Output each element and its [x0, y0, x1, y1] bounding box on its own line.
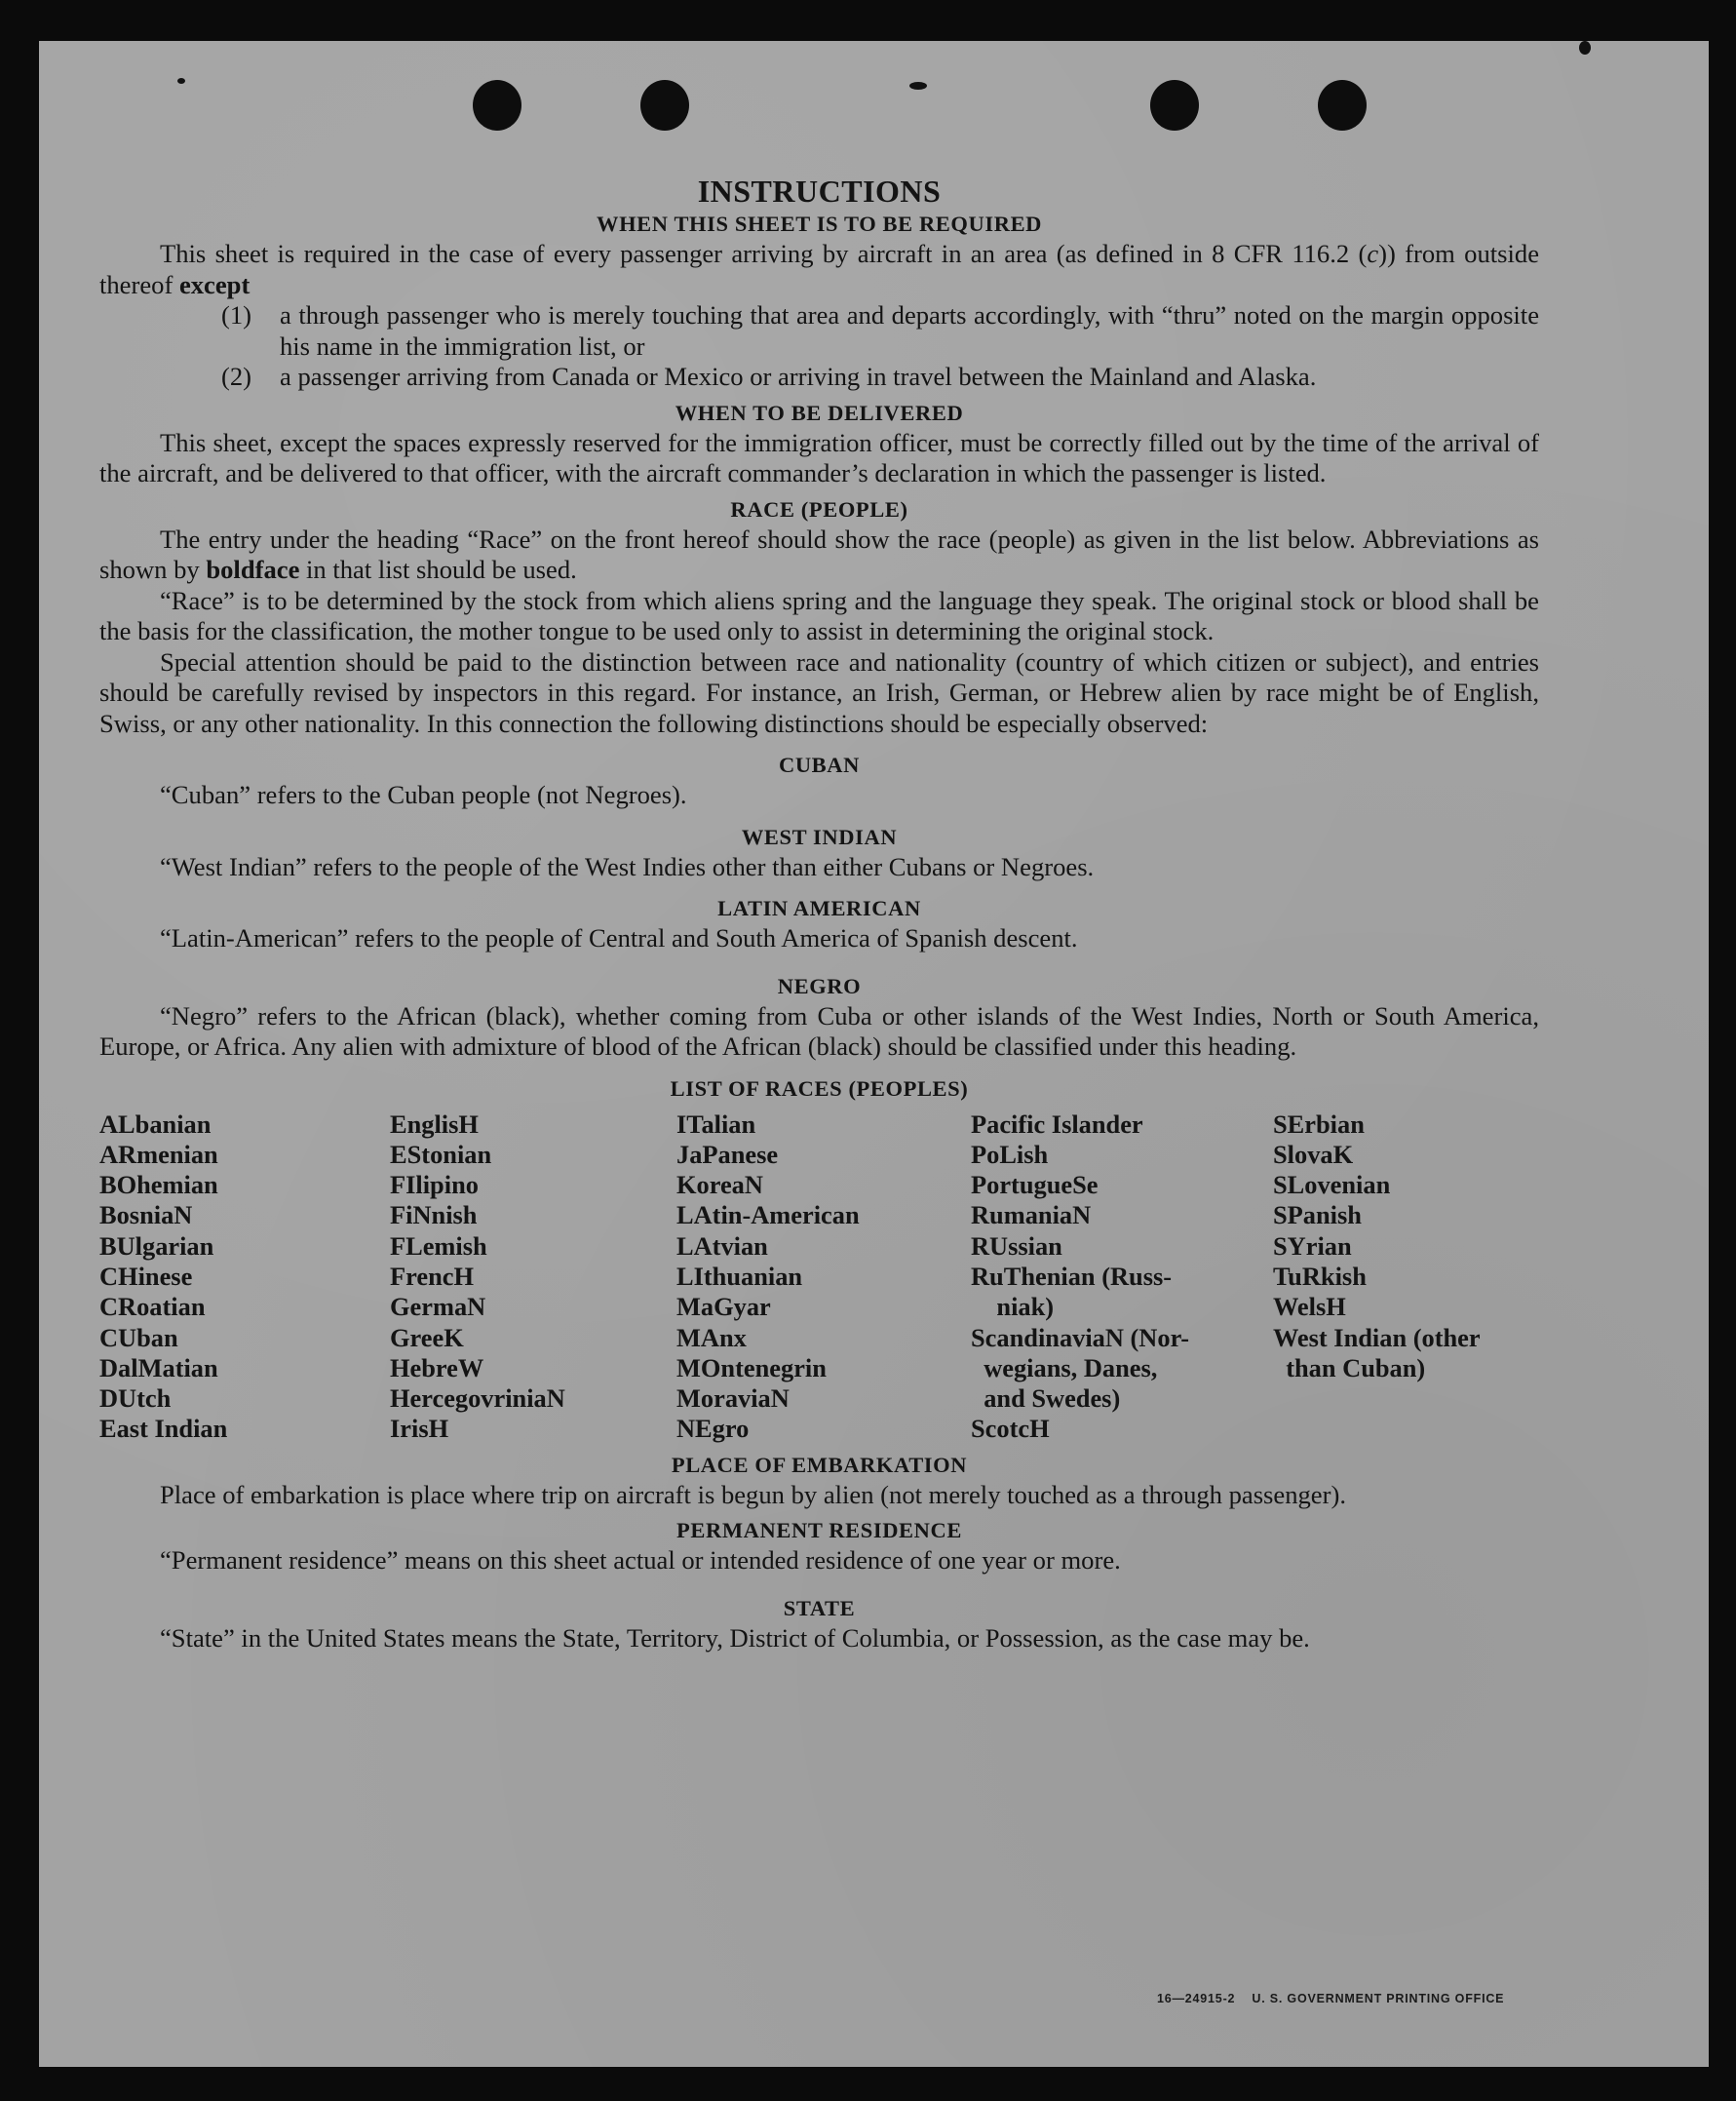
race-entry: CRoatian	[99, 1292, 206, 1322]
heading-race: RACE (PEOPLE)	[730, 496, 908, 522]
paragraph-permanent-residence: “Permanent residence” means on this sheet actual or intended residence of one year or more.	[160, 1545, 1121, 1576]
race-entry: CHinese	[99, 1261, 193, 1291]
race-entry: FIlipino	[390, 1170, 479, 1200]
race-entry: wegians, Danes,	[971, 1352, 1158, 1382]
race-entry: EStonian	[390, 1139, 492, 1169]
heading-cuban: CUBAN	[778, 753, 860, 777]
race-entry: GermaN	[390, 1292, 486, 1322]
race-entry: DUtch	[99, 1383, 172, 1414]
race-entry: SPanish	[1273, 1200, 1362, 1230]
heading-permanent-residence: PERMANENT RESIDENCE	[676, 1518, 962, 1543]
race-entry: TuRkish	[1273, 1261, 1367, 1291]
paragraph-state: “State” in the United States means the State, Territory, District of Columbia, or Possession, as the case may be.	[160, 1622, 1310, 1653]
print-office-code: 16—24915-2 U. S. GOVERNMENT PRINTING OFFICE	[1157, 1992, 1505, 2005]
race-entry: ScandinaviaN (Nor-	[971, 1322, 1190, 1352]
races-column	[99, 1109, 390, 1445]
race-entry: NEgro	[676, 1414, 750, 1444]
race-entry: WelsH	[1273, 1292, 1346, 1322]
race-entry: BosniaN	[99, 1200, 193, 1230]
race-entry: MAnx	[676, 1322, 747, 1352]
race-entry: LIthuanian	[676, 1261, 803, 1291]
paragraph-when-delivered: This sheet, except the spaces expressly reserved for the immigration officer, must be correctly filled out by the time of the arrival of the aircraft, and be delivered to that officer, with the aircraft commander’s declaration in which the passenger is listed.	[99, 427, 1539, 487]
race-entry: ALbanian	[99, 1109, 212, 1139]
race-entry: MoraviaN	[676, 1383, 790, 1414]
races-column	[676, 1109, 971, 1445]
race-entry: MaGyar	[676, 1292, 771, 1322]
race-entry: GreeK	[390, 1322, 464, 1352]
punch-hole	[1318, 80, 1367, 131]
race-entry: MOntenegrin	[676, 1352, 827, 1382]
punch-hole	[473, 80, 521, 131]
exception-item: (2) a passenger arriving from Canada or Mexico or arriving in travel between the Mainland and Alaska.	[221, 362, 1317, 391]
paragraph-race-2: “Race” is to be determined by the stock from which aliens spring and the language they speak. The original stock or blood shall be the basis for the classification, the mother tongue to be used only to assist in determining the original stock.	[99, 585, 1539, 645]
heading-negro: NEGRO	[777, 973, 862, 998]
race-entry: Pacific Islander	[971, 1109, 1143, 1139]
exception-item: (1) a through passenger who is merely touching that area and departs accordingly, with “thru” noted on the margin opposite his name in the immigration list, or	[221, 300, 1539, 361]
race-entry: ARmenian	[99, 1139, 218, 1169]
race-entry: BUlgarian	[99, 1230, 214, 1261]
race-entry: IrisH	[390, 1414, 449, 1444]
heading-when-required: WHEN THIS SHEET IS TO BE REQUIRED	[596, 212, 1043, 236]
scan-speck	[177, 78, 185, 84]
heading-when-delivered: WHEN TO BE DELIVERED	[675, 400, 964, 425]
race-entry: West Indian (other	[1273, 1322, 1481, 1352]
race-entry: and Swedes)	[971, 1383, 1121, 1414]
race-entry: BOhemian	[99, 1170, 218, 1200]
race-entry: FiNnish	[390, 1200, 478, 1230]
instructions-content	[99, 173, 1539, 1654]
punch-hole	[640, 80, 689, 131]
paragraph-embarkation: Place of embarkation is place where trip on aircraft is begun by alien (not merely touched as a through passenger).	[160, 1479, 1346, 1509]
race-entry: niak)	[971, 1292, 1055, 1322]
race-entry: KoreaN	[676, 1170, 763, 1200]
race-entry: East Indian	[99, 1414, 228, 1444]
race-entry: PoLish	[971, 1139, 1049, 1169]
race-entry: HercegovriniaN	[390, 1383, 565, 1414]
scan-speck	[1579, 41, 1591, 55]
race-entry: SErbian	[1273, 1109, 1365, 1139]
race-entry: EnglisH	[390, 1109, 479, 1139]
heading-state: STATE	[783, 1595, 856, 1620]
paragraph-when-required: This sheet is required in the case of every passenger arriving by aircraft in an area (as defined in 8 CFR 116.2 (c)) from outside thereof except	[99, 239, 1540, 299]
race-entry: FLemish	[390, 1230, 487, 1261]
race-entry: RUssian	[971, 1230, 1062, 1261]
paragraph-negro: “Negro” refers to the African (black), whether coming from Cuba or other islands of the West Indies, North or South America, Europe, or Africa. Any alien with admixture of blood of the African (black) should be classified under this heading.	[99, 1000, 1539, 1061]
races-column	[1273, 1109, 1539, 1445]
scan-speck	[909, 82, 927, 90]
race-entry: CUban	[99, 1322, 178, 1352]
race-entry: ITalian	[676, 1109, 756, 1139]
race-entry: RuThenian (Russ-	[971, 1261, 1173, 1291]
races-column	[390, 1109, 676, 1445]
document-sheet	[39, 41, 1709, 2067]
race-entry: FrencH	[390, 1261, 474, 1291]
heading-latin-american: LATIN AMERICAN	[717, 896, 921, 920]
race-entry: LAtvian	[676, 1230, 768, 1261]
heading-west-indian: WEST INDIAN	[741, 824, 898, 849]
punch-hole	[1150, 80, 1199, 131]
race-entry: JaPanese	[676, 1139, 779, 1169]
paragraph-latin-american: “Latin-American” refers to the people of Central and South America of Spanish descent.	[160, 923, 1078, 953]
race-entry: DalMatian	[99, 1352, 218, 1382]
paragraph-race-3: Special attention should be paid to the distinction between race and nationality (country of which citizen or subject), and entries should be carefully revised by inspectors in this regard. For instance, an Irish, German, or Hebrew alien by race might be of English, Swiss, or any other nationality. In this connection the following distinctions should be especially observed:	[99, 646, 1539, 738]
paragraph-cuban: “Cuban” refers to the Cuban people (not Negroes).	[160, 780, 687, 809]
race-entry: SlovaK	[1273, 1139, 1354, 1169]
race-entry: LAtin-American	[676, 1200, 860, 1230]
race-entry: SLovenian	[1273, 1170, 1391, 1200]
race-entry: HebreW	[390, 1352, 484, 1382]
race-entry: ScotcH	[971, 1414, 1050, 1444]
races-column	[971, 1109, 1273, 1445]
race-entry: than Cuban)	[1273, 1352, 1426, 1382]
race-entry: SYrian	[1273, 1230, 1352, 1261]
race-entry: RumaniaN	[971, 1200, 1092, 1230]
page-title: INSTRUCTIONS	[697, 174, 942, 209]
heading-list-of-races: LIST OF RACES (PEOPLES)	[670, 1075, 969, 1101]
heading-embarkation: PLACE OF EMBARKATION	[671, 1452, 968, 1477]
paragraph-race-1: The entry under the heading “Race” on the front hereof should show the race (people) as given in the list below. Abbreviations as shown by boldface in that list should be used.	[99, 524, 1539, 584]
races-list	[99, 1109, 1539, 1445]
race-entry: PortugueSe	[971, 1170, 1099, 1200]
paragraph-west-indian: “West Indian” refers to the people of the West Indies other than either Cubans or Negroes.	[160, 851, 1095, 881]
